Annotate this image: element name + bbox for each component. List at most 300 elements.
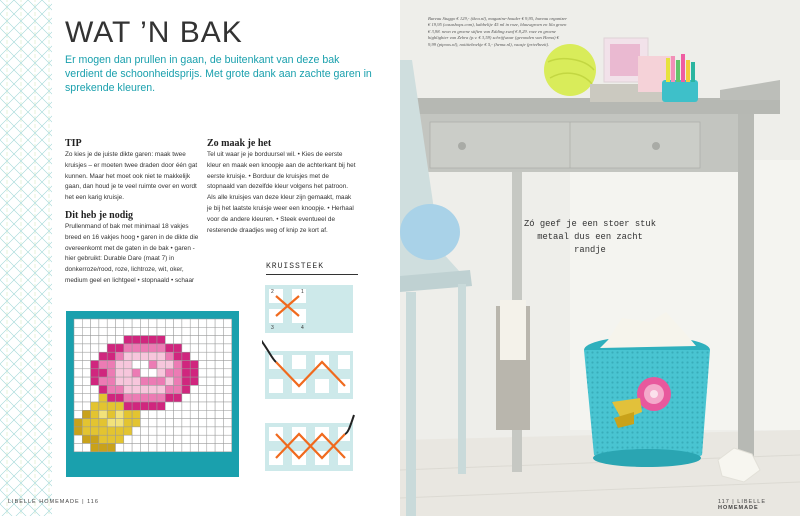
chart-cell	[149, 427, 157, 435]
chart-cell	[207, 394, 215, 402]
chart-cell	[207, 427, 215, 435]
chart-cell	[132, 427, 140, 435]
chart-cell	[157, 369, 165, 377]
chart-cell	[190, 444, 198, 452]
chart-cell	[207, 327, 215, 335]
chart-cell	[223, 369, 231, 377]
chart-cell	[140, 444, 148, 452]
chart-cell	[165, 377, 173, 385]
chart-cell	[107, 444, 115, 452]
chart-cell	[99, 336, 107, 344]
chart-cell	[190, 369, 198, 377]
chart-cell	[207, 319, 215, 327]
chart-cell	[124, 419, 132, 427]
chart-cell	[157, 435, 165, 443]
chart-cell	[174, 385, 182, 393]
chart-cell	[182, 377, 190, 385]
chart-cell	[132, 394, 140, 402]
chart-cell	[215, 344, 223, 352]
page-title: WAT ’N BAK	[65, 16, 243, 49]
chart-cell	[74, 419, 82, 427]
chart-cell	[157, 394, 165, 402]
chart-cell	[107, 385, 115, 393]
chart-cell	[165, 394, 173, 402]
materials-text: Prullenmand of bak met minimaal 18 vakjes breed en 16 vakjes hoog • garen in de dikte die overeenkomt met de gaten in de bak • garen - hier gebruikt: Durable Dare (maat 7) in donkerroze/rood, roze, lichtroze, wit, oker, medium geel en lichtgeel • stopnaald • schaar	[65, 223, 199, 284]
chart-cell	[199, 385, 207, 393]
chart-cell	[215, 402, 223, 410]
chart-cell	[215, 427, 223, 435]
chart-cell	[215, 435, 223, 443]
chart-cell	[215, 410, 223, 418]
chart-cell	[91, 410, 99, 418]
chart-cell	[140, 327, 148, 335]
stitch-step-2	[262, 335, 353, 399]
chart-cell	[91, 361, 99, 369]
chart-cell	[165, 385, 173, 393]
chart-cell	[124, 410, 132, 418]
chart-cell	[207, 377, 215, 385]
chart-cell	[215, 419, 223, 427]
chart-cell	[157, 444, 165, 452]
intro-text: Er mogen dan prullen in gaan, de buitenkant van deze bak verdient de schoonheidsprijs. Met grote dank aan zachte garen in sprekende kleuren.	[65, 54, 372, 94]
chart-cell	[99, 444, 107, 452]
chart-cell	[107, 377, 115, 385]
chart-cell	[199, 410, 207, 418]
chart-cell	[174, 402, 182, 410]
chart-cell	[190, 319, 198, 327]
chart-cell	[223, 410, 231, 418]
chart-cell	[157, 327, 165, 335]
chart-cell	[223, 385, 231, 393]
chart-cell	[207, 402, 215, 410]
chart-cell	[215, 319, 223, 327]
chart-cell	[82, 344, 90, 352]
chart-cell	[215, 394, 223, 402]
chart-cell	[99, 419, 107, 427]
chart-cell	[74, 410, 82, 418]
chart-cell	[132, 319, 140, 327]
chart-cell	[124, 319, 132, 327]
chart-cell	[199, 336, 207, 344]
chart-cell	[157, 352, 165, 360]
chart-cell	[215, 361, 223, 369]
chart-cell	[157, 419, 165, 427]
chart-cell	[82, 327, 90, 335]
chart-cell	[74, 444, 82, 452]
chart-cell	[223, 327, 231, 335]
chart-cell	[199, 344, 207, 352]
chart-cell	[116, 344, 124, 352]
chart-cell	[132, 385, 140, 393]
chart-cell	[182, 427, 190, 435]
chart-cell	[74, 352, 82, 360]
chart-cell	[190, 361, 198, 369]
chart-cell	[165, 327, 173, 335]
chart-cell	[174, 427, 182, 435]
chart-cell	[140, 394, 148, 402]
chart-cell	[165, 336, 173, 344]
step-number-3: 3	[271, 325, 274, 331]
step-number-4: 4	[301, 325, 304, 331]
chart-cell	[116, 352, 124, 360]
chart-cell	[149, 435, 157, 443]
chart-cell	[82, 352, 90, 360]
chart-cell	[116, 419, 124, 427]
chart-cell	[82, 319, 90, 327]
chart-cell	[82, 385, 90, 393]
chart-cell	[223, 361, 231, 369]
chart-cell	[215, 385, 223, 393]
chart-cell	[190, 427, 198, 435]
chart-cell	[174, 419, 182, 427]
chart-cell	[199, 377, 207, 385]
chart-cell	[107, 352, 115, 360]
chart-cell	[82, 419, 90, 427]
chart-cell	[124, 402, 132, 410]
chart-cell	[116, 435, 124, 443]
chart-cell	[165, 444, 173, 452]
chart-cell	[132, 377, 140, 385]
chart-cell	[207, 419, 215, 427]
chart-cell	[190, 377, 198, 385]
chart-cell	[132, 402, 140, 410]
chart-cell	[174, 394, 182, 402]
chart-cell	[124, 427, 132, 435]
chart-cell	[165, 352, 173, 360]
chart-cell	[223, 427, 231, 435]
chart-cell	[99, 352, 107, 360]
chart-cell	[82, 361, 90, 369]
chart-cell	[199, 352, 207, 360]
chart-cell	[157, 319, 165, 327]
chart-cell	[74, 319, 82, 327]
chart-cell	[132, 336, 140, 344]
chart-cell	[223, 352, 231, 360]
chart-cell	[91, 319, 99, 327]
chart-cell	[207, 369, 215, 377]
decorative-crosshatch-border	[0, 0, 52, 516]
chart-cell	[182, 402, 190, 410]
chart-cell	[74, 369, 82, 377]
chart-cell	[99, 361, 107, 369]
product-caption: Bureau Stuggo € 129,- (ikea.nl), magazine-houder € 9,95, bureau organizer € 19,95 (casashops.com), kabbeltje 45 ml in roze, blauwgroen en lila groen € 3,98. neon en groene stiften van Edding zwaf € 8,29. roze en groene highlighter van Zebra (p.v. € 3,59) schrijfwaar (gevonden van Hema) € 9,99 (pipoos.nl), notitieboekje € 5,- (hema.nl), vaasje (privébezit).	[428, 16, 568, 47]
chart-cell	[132, 444, 140, 452]
chart-cell	[140, 419, 148, 427]
chart-cell	[207, 444, 215, 452]
chart-cell	[165, 369, 173, 377]
chart-cell	[132, 361, 140, 369]
chart-cell	[74, 344, 82, 352]
chart-cell	[190, 336, 198, 344]
stitch-step-1	[265, 285, 353, 333]
chart-cell	[116, 319, 124, 327]
chart-cell	[215, 336, 223, 344]
chart-cell	[116, 385, 124, 393]
chart-cell	[215, 377, 223, 385]
chart-cell	[91, 352, 99, 360]
chart-cell	[99, 435, 107, 443]
chart-cell	[82, 435, 90, 443]
pen-cup	[662, 80, 698, 102]
chart-cell	[116, 394, 124, 402]
chart-cell	[140, 352, 148, 360]
chart-cell	[124, 385, 132, 393]
chart-cell	[223, 419, 231, 427]
chart-cell	[149, 352, 157, 360]
chart-cell	[140, 377, 148, 385]
chart-cell	[174, 319, 182, 327]
chart-cell	[140, 427, 148, 435]
chart-cell	[91, 419, 99, 427]
chart-cell	[199, 435, 207, 443]
chart-cell	[182, 385, 190, 393]
chart-cell	[107, 427, 115, 435]
chart-cell	[157, 427, 165, 435]
chart-cell	[207, 352, 215, 360]
chart-cell	[99, 369, 107, 377]
pull-quote: Zó geef je een stoer stuk metaal dus een zacht randje	[524, 219, 656, 255]
chart-cell	[199, 361, 207, 369]
chart-cell	[107, 419, 115, 427]
drawer-knob-right	[652, 142, 660, 150]
right-folio-brand-bold: HOMEMADE	[718, 505, 759, 511]
chart-cell	[91, 385, 99, 393]
chart-cell	[124, 435, 132, 443]
chart-cell	[116, 410, 124, 418]
chart-cell	[182, 327, 190, 335]
instructions-heading: Zo maak je het	[207, 138, 272, 149]
chart-cell	[223, 319, 231, 327]
chart-cell	[190, 327, 198, 335]
chart-cell	[207, 361, 215, 369]
chart-cell	[190, 385, 198, 393]
chart-cell	[107, 410, 115, 418]
chart-cell	[82, 336, 90, 344]
chart-cell	[149, 319, 157, 327]
chart-cell	[116, 402, 124, 410]
chart-cell	[107, 327, 115, 335]
chart-cell	[207, 344, 215, 352]
chart-cell	[91, 427, 99, 435]
chart-cell	[223, 336, 231, 344]
right-folio: 117 | LIBELLE HOMEMADE	[718, 499, 766, 511]
chart-cell	[149, 361, 157, 369]
chart-cell	[157, 410, 165, 418]
cross-stitch-chart	[66, 311, 239, 477]
chart-cell	[82, 377, 90, 385]
chart-cell	[215, 444, 223, 452]
chart-cell	[107, 319, 115, 327]
chart-cell	[82, 402, 90, 410]
chart-cell	[91, 327, 99, 335]
chart-cell	[99, 427, 107, 435]
yellow-yarn-ball	[544, 44, 596, 96]
chart-cell	[174, 435, 182, 443]
chart-cell	[199, 444, 207, 452]
chart-cell	[107, 336, 115, 344]
chart-cell	[82, 427, 90, 435]
left-folio: LIBELLE HOMEMADE | 116	[8, 499, 99, 505]
chart-cell	[207, 336, 215, 344]
chart-cell	[165, 344, 173, 352]
chart-cell	[132, 419, 140, 427]
chart-cell	[174, 352, 182, 360]
chart-cell	[124, 394, 132, 402]
chart-cell	[99, 394, 107, 402]
chart-cell	[174, 361, 182, 369]
chart-cell	[116, 336, 124, 344]
chart-cell	[190, 344, 198, 352]
chart-cell	[107, 394, 115, 402]
chart-cell	[165, 402, 173, 410]
chart-cell	[91, 435, 99, 443]
chart-cell	[182, 410, 190, 418]
chart-cell	[74, 402, 82, 410]
chart-cell	[149, 402, 157, 410]
chart-cell	[99, 402, 107, 410]
chart-cell	[107, 361, 115, 369]
chart-cell	[223, 344, 231, 352]
chart-cell	[107, 369, 115, 377]
chart-cell	[149, 369, 157, 377]
chart-cell	[149, 419, 157, 427]
chart-cell	[116, 361, 124, 369]
materials-heading: Dit heb je nodig	[65, 210, 134, 221]
chart-cell	[99, 344, 107, 352]
chart-cell	[182, 336, 190, 344]
chart-cell	[165, 410, 173, 418]
chart-cell	[207, 385, 215, 393]
chart-cell	[174, 369, 182, 377]
chart-cell	[215, 327, 223, 335]
chart-cell	[124, 377, 132, 385]
chart-cell	[74, 361, 82, 369]
chart-cell	[140, 402, 148, 410]
chart-cell	[140, 336, 148, 344]
chart-cell	[149, 385, 157, 393]
chart-cell	[182, 444, 190, 452]
chart-cell	[74, 394, 82, 402]
chart-cell	[132, 352, 140, 360]
chart-cell	[190, 402, 198, 410]
chart-cell	[99, 377, 107, 385]
chart-cell	[199, 427, 207, 435]
tip-heading: TIP	[65, 138, 82, 149]
chart-cell	[174, 410, 182, 418]
drawer-knob-left	[458, 142, 466, 150]
room-photo	[400, 0, 800, 516]
chart-cell	[149, 336, 157, 344]
chart-cell	[116, 369, 124, 377]
chart-cell	[157, 344, 165, 352]
step-number-2: 2	[271, 289, 274, 295]
chart-cell	[182, 419, 190, 427]
chart-cell	[124, 361, 132, 369]
instructions-text: Tel uit waar je je borduursel wil. • Kies de eerste kleur en maak een knoopje aan de achterkant bij het eerste kruisje. • Borduur de kruisjes met de stopnaald van dezelfde kleur volgens het patroon. Als alle kruisjes van deze kleur zijn gemaakt, maak je bij het laatste kruisje weer een knoopje. • Herhaal voor de andere kleuren. • Steek eventueel de resterende draadjes weg of knip ze kort af.	[207, 151, 356, 234]
chart-cell	[223, 435, 231, 443]
chart-cell	[190, 352, 198, 360]
chart-cell	[165, 419, 173, 427]
chart-cell	[215, 369, 223, 377]
stitch-step-diagrams	[262, 285, 362, 481]
chart-cell	[149, 377, 157, 385]
chart-cell	[174, 344, 182, 352]
chart-cell	[199, 319, 207, 327]
chart-cell	[82, 394, 90, 402]
chart-cell	[157, 336, 165, 344]
chart-cell	[182, 394, 190, 402]
chart-cell	[74, 327, 82, 335]
chart-cell	[174, 327, 182, 335]
chart-cell	[223, 377, 231, 385]
chart-cell	[199, 394, 207, 402]
chart-cell	[74, 336, 82, 344]
chart-cell	[182, 344, 190, 352]
chart-cell	[182, 352, 190, 360]
chart-cell	[190, 419, 198, 427]
chart-cell	[140, 385, 148, 393]
chart-cell	[132, 369, 140, 377]
tip-text: Zo kies je de juiste dikte garen: maak twee kruisjes – er moeten twee draden door één gat kunnen. Maar het moet ook niet te makkelijk gaan, dan houd je te veel ruimte over en wordt het een karig kruisje.	[65, 151, 198, 202]
chart-cell	[215, 352, 223, 360]
chart-cell	[165, 435, 173, 443]
chart-cell	[124, 352, 132, 360]
chart-cell	[182, 435, 190, 443]
chart-cell	[223, 444, 231, 452]
chart-cell	[116, 444, 124, 452]
chart-cell	[91, 344, 99, 352]
chart-cell	[82, 410, 90, 418]
chart-cell	[182, 319, 190, 327]
chart-cell	[223, 402, 231, 410]
right-page-photo	[400, 0, 800, 516]
chart-cell	[149, 394, 157, 402]
blue-yarn-ball	[400, 204, 460, 260]
chart-cell	[124, 336, 132, 344]
chart-cell	[124, 344, 132, 352]
chart-cell	[157, 361, 165, 369]
chart-cell	[174, 444, 182, 452]
chart-cell	[116, 327, 124, 335]
chart-cell	[223, 394, 231, 402]
stitch-step-3	[265, 415, 354, 471]
step-number-1: 1	[301, 289, 304, 295]
chart-cell	[132, 435, 140, 443]
chart-cell	[107, 344, 115, 352]
chart-cell	[190, 394, 198, 402]
chart-cell	[157, 377, 165, 385]
chart-cell	[132, 327, 140, 335]
chart-cell	[99, 319, 107, 327]
chart-cell	[157, 385, 165, 393]
chart-cell	[149, 327, 157, 335]
chart-cell	[82, 369, 90, 377]
chart-cell	[124, 444, 132, 452]
chart-cell	[149, 444, 157, 452]
chart-cell	[165, 319, 173, 327]
chart-cell	[91, 444, 99, 452]
chart-cell	[182, 369, 190, 377]
chart-cell	[140, 410, 148, 418]
chart-cell	[124, 369, 132, 377]
chart-cell	[107, 402, 115, 410]
chart-cell	[82, 444, 90, 452]
chart-cell	[74, 427, 82, 435]
cross-stitch-label: KRUISSTEEK	[266, 262, 325, 271]
chart-cell	[91, 394, 99, 402]
chart-cell	[199, 369, 207, 377]
right-folio-brand: LIBELLE	[737, 499, 766, 505]
